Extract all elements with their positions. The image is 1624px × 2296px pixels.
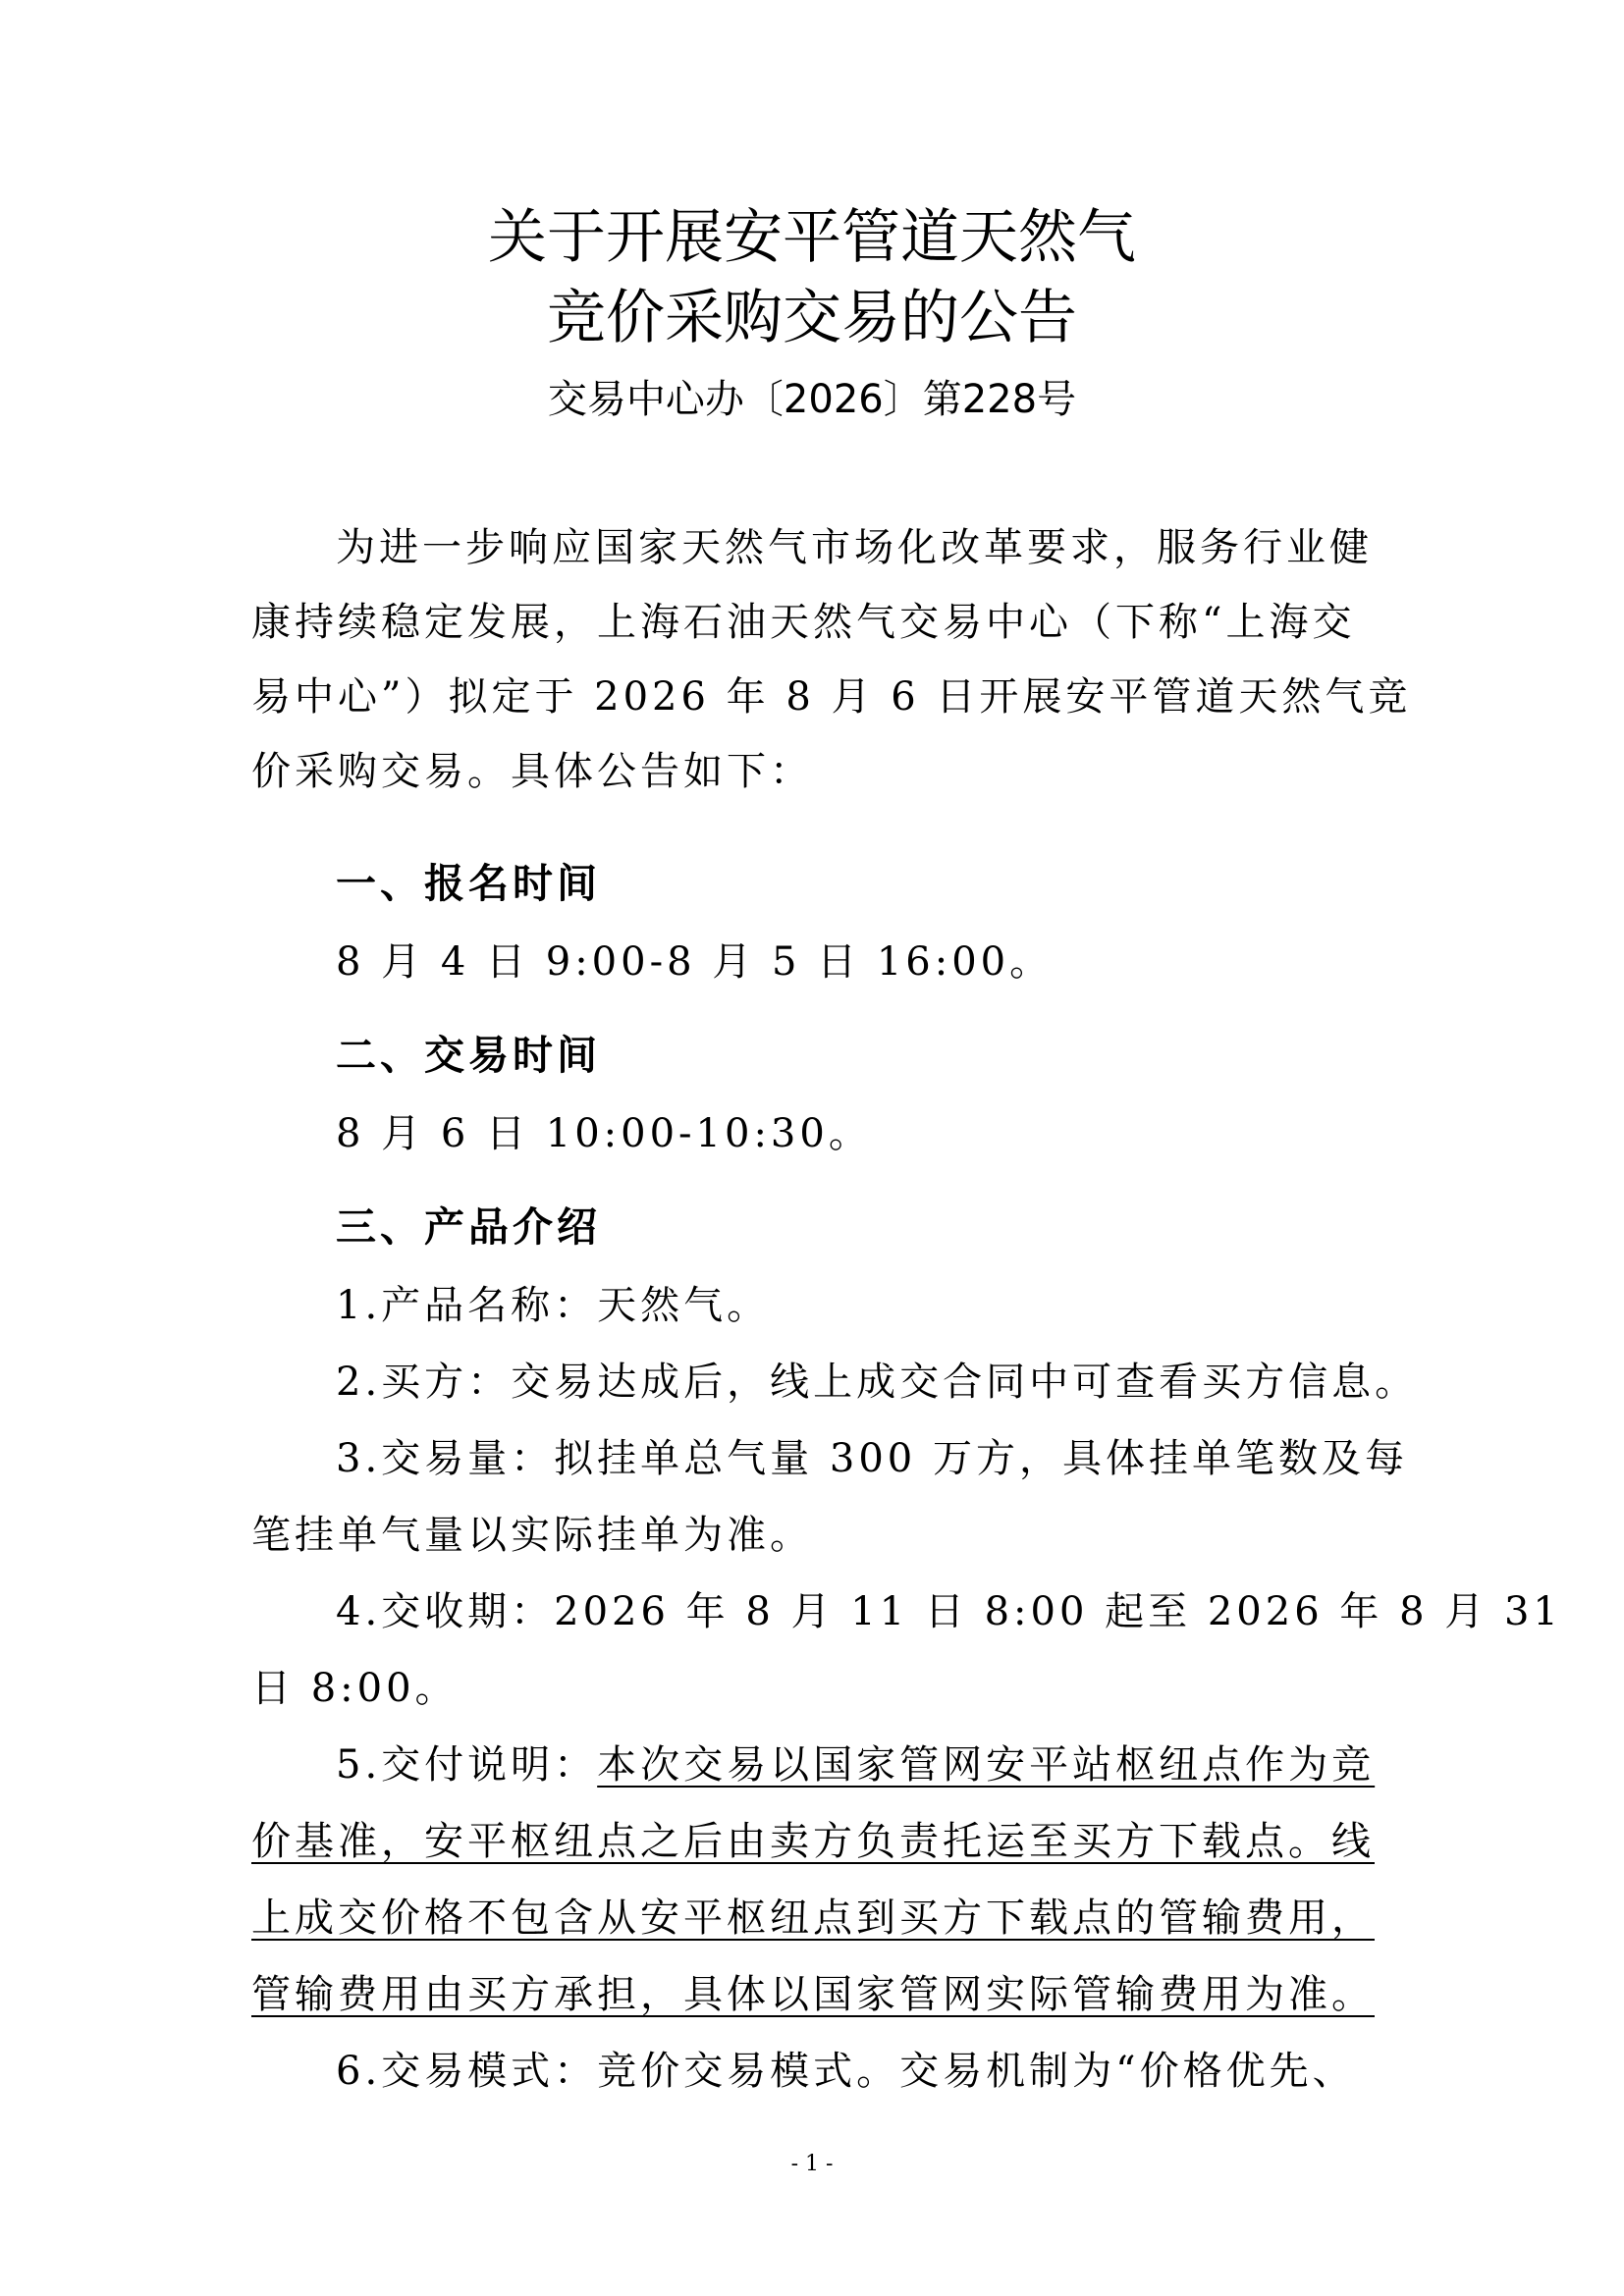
- product-item-4-line-2: 日 8:00。: [251, 1666, 459, 1711]
- product-item-3-line-2: 笔挂单气量以实际挂单为准。: [251, 1513, 813, 1558]
- product-item-5-line-3: 上成交价格不包含从安平枢纽点到买方下载点的管输费用，: [251, 1896, 1375, 1941]
- product-item-5-line-4: 管输费用由买方承担，具体以国家管网实际管输费用为准。: [251, 1972, 1375, 2017]
- intro-line-4: 价采购交易。具体公告如下：: [251, 749, 813, 794]
- product-item-4-line-1: 4.交收期：2026 年 8 月 11 日 8:00 起至 2026 年 8 月 31: [336, 1589, 1562, 1634]
- intro-paragraph: [251, 510, 1412, 809]
- section-1-content: 8 月 4 日 9:00-8 月 5 日 16:00。: [336, 939, 1054, 985]
- product-item-3-line-1: 3.交易量：拟挂单总气量 300 万方，具体挂单笔数及每: [336, 1436, 1408, 1481]
- product-item-2: 2.买方：交易达成后，线上成交合同中可查看买方信息。: [336, 1360, 1419, 1405]
- product-item-1: 1.产品名称：天然气。: [336, 1283, 771, 1328]
- document-title-line-2: 竞价采购交易的公告: [547, 284, 1077, 352]
- product-item-5-underlined-text: 本次交易以国家管网安平站枢纽点作为竞: [597, 1742, 1376, 1788]
- section-2-heading: 二、交易时间: [336, 1032, 601, 1079]
- intro-line-2: 康持续稳定发展，上海石油天然气交易中心（下称“上海交: [251, 600, 1356, 645]
- document-title-line-1: 关于开展安平管道天然气: [488, 203, 1136, 272]
- section-3-heading: 三、产品介绍: [336, 1203, 601, 1251]
- page-number: - 1 -: [790, 2152, 834, 2176]
- product-item-6: 6.交易模式：竞价交易模式。交易机制为“价格优先、: [336, 2049, 1356, 2094]
- section-1-heading: 一、报名时间: [336, 860, 601, 907]
- intro-line-1: 为进一步响应国家天然气市场化改革要求，服务行业健: [336, 525, 1373, 570]
- product-item-5-line-1: [336, 1735, 1375, 1794]
- document-number: 交易中心办〔2026〕第228号: [547, 377, 1077, 422]
- product-item-5-line-2: 价基准，安平枢纽点之后由卖方负责托运至买方下载点。线: [251, 1819, 1375, 1864]
- section-2-content: 8 月 6 日 10:00-10:30。: [336, 1111, 872, 1156]
- product-item-5-label: 5.交付说明：: [336, 1742, 598, 1788]
- intro-line-3: 易中心”）拟定于 2026 年 8 月 6 日开展安平管道天然气竞: [251, 674, 1412, 720]
